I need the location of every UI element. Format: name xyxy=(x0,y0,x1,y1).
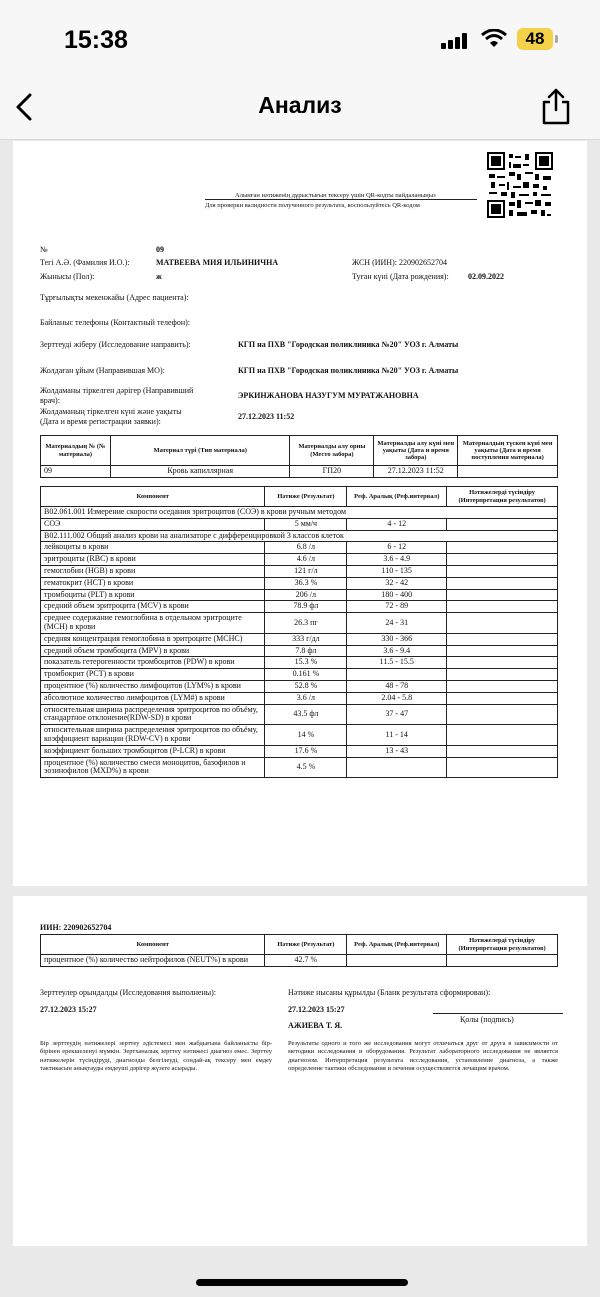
divider xyxy=(205,199,477,200)
result-value: 43.5 фл xyxy=(265,704,347,725)
signature-label: Қолы (подпись) xyxy=(460,1015,514,1024)
table-row xyxy=(41,613,558,634)
p2-iin: ИИН: 220902652704 xyxy=(40,923,112,932)
table-row xyxy=(41,955,558,967)
component-name: относительная ширина распределения эритроцитов по объёму, коэффициент вариации (RDW-CV) в крови xyxy=(41,725,265,746)
interpretation xyxy=(447,613,558,634)
result-value: 3.6 /л xyxy=(265,692,347,704)
mat-col-received: Материалдың түскен күні мен уақыты (Дата и время поступления материала) xyxy=(458,436,558,466)
table-row xyxy=(41,757,558,778)
table-row xyxy=(41,518,558,530)
table-row xyxy=(41,589,558,601)
interpretation xyxy=(447,565,558,577)
result-value: 15.3 % xyxy=(265,657,347,669)
res-col-component: Компонент xyxy=(41,487,265,507)
share-icon[interactable] xyxy=(538,86,574,126)
ref-interval xyxy=(347,955,447,967)
result-value: 0.161 % xyxy=(265,669,347,681)
document-page-2 xyxy=(13,896,587,1246)
result-value: 121 г/л xyxy=(265,565,347,577)
result-value: 5 мм/ч xyxy=(265,518,347,530)
table-row xyxy=(41,704,558,725)
no-value: 09 xyxy=(156,245,164,254)
interpretation xyxy=(447,577,558,589)
blank-value: 27.12.2023 15:27 xyxy=(288,1005,345,1014)
component-name: показатель гетерогенности тромбоцитов (PDW) в крови xyxy=(41,657,265,669)
test-group-title: B02.061.001 Измерение скорости оседания эритроцитов (СОЭ) в крови ручным методом xyxy=(41,507,558,519)
qr-code xyxy=(487,152,553,218)
table-row xyxy=(41,680,558,692)
material-table xyxy=(40,435,558,478)
component-name: относительная ширина распределения эритроцитов по объёму, стандартное отклонение(RDW-SD) в крови xyxy=(41,704,265,725)
component-name: среднее содержание гемоглобина в отдельном эритроците (MCH) в крови xyxy=(41,613,265,634)
document-page-1 xyxy=(13,141,587,886)
res2-col-ref: Реф. Аралық (Реф.интервал) xyxy=(347,935,447,955)
mo-label: Жолдаған ұйым (Направившая МО): xyxy=(40,366,165,375)
mat-type: Кровь капиллярная xyxy=(110,466,290,478)
referral-label: Зерттеуді жіберу (Исследование направить): xyxy=(40,340,191,349)
ref-interval: 48 - 78 xyxy=(347,680,447,692)
ref-interval: 4 - 12 xyxy=(347,518,447,530)
regdate-value: 27.12.2023 11:52 xyxy=(238,412,295,421)
status-time: 15:38 xyxy=(64,26,128,54)
interpretation xyxy=(447,589,558,601)
interpretation xyxy=(447,692,558,704)
table-row xyxy=(41,645,558,657)
table-row xyxy=(41,725,558,746)
doctor-label-cont: врач): xyxy=(40,396,60,405)
doctor-value: ЭРКИНЖАНОВА НАЗУГУМ МУРАТЖАНОВНА xyxy=(238,391,419,400)
interpretation xyxy=(447,554,558,566)
blank-label: Нәтиже нысаны құрылды (Бланк результата сформирован): xyxy=(288,988,491,997)
component-name: процентное (%) количество нейтрофилов (NEUT%) в крови xyxy=(41,955,265,967)
wifi-icon xyxy=(481,29,507,49)
component-name: абсолютное количество лимфоцитов (LYM#) в крови xyxy=(41,692,265,704)
ref-interval: 72 - 89 xyxy=(347,601,447,613)
result-value: 206 /л xyxy=(265,589,347,601)
ref-interval: 24 - 31 xyxy=(347,613,447,634)
no-label: № xyxy=(40,245,48,254)
ref-interval: 110 - 135 xyxy=(347,565,447,577)
ref-interval: 180 - 400 xyxy=(347,589,447,601)
table-row xyxy=(41,577,558,589)
signature-line xyxy=(433,1013,563,1014)
interpretation xyxy=(447,542,558,554)
home-indicator[interactable] xyxy=(196,1279,408,1286)
table-row xyxy=(41,565,558,577)
ref-interval xyxy=(347,669,447,681)
component-name: гематокрит (HCT) в крови xyxy=(41,577,265,589)
results-table-continued xyxy=(40,934,558,967)
component-name: процентное (%) количество лимфоцитов (LYM%) в крови xyxy=(41,680,265,692)
component-name: коэффициент больших тромбоцитов (P-LCR) в крови xyxy=(41,745,265,757)
ref-interval: 2.04 - 5.8 xyxy=(347,692,447,704)
component-name: средний объем тромбоцита (MPV) в крови xyxy=(41,645,265,657)
component-name: процентное (%) количество смеси моноцитов, базофилов и эозинофилов (MXD%) в крови xyxy=(41,757,265,778)
result-value: 14 % xyxy=(265,725,347,746)
battery-indicator: 48 xyxy=(517,28,553,50)
test-group-title: B02.111.002 Общий анализ крови на анализаторе с дифференцировкой 3 классов клеток xyxy=(41,530,558,542)
result-value: 6.8 /л xyxy=(265,542,347,554)
name-label: Тегі А.Ә. (Фамилия И.О.): xyxy=(40,258,130,267)
component-name: средняя концентрация гемоглобина в эритроците (MCHC) xyxy=(41,633,265,645)
mat-col-date: Материалды алу күні мен уақыты (Дата и время забора) xyxy=(374,436,458,466)
doctor-label: Жолдаманы тіркелген дәрігер (Направивший xyxy=(40,386,194,395)
mat-number: 09 xyxy=(41,466,111,478)
results-table xyxy=(40,486,558,778)
mo-value: КГП на ПХВ "Городская поликлиника №20" УОЗ г. Алматы xyxy=(238,366,459,375)
address-label: Тұрғылықты мекенжайы (Адрес пациента): xyxy=(40,293,189,302)
interpretation xyxy=(447,955,558,967)
qr-note-ru: Для проверки валидности полученного результата, воспользуйтесь QR-кодом xyxy=(205,202,420,209)
result-value: 333 г/дл xyxy=(265,633,347,645)
result-value: 78.9 фл xyxy=(265,601,347,613)
result-value: 42.7 % xyxy=(265,955,347,967)
table-row xyxy=(41,657,558,669)
note-kz: Бір зерттеудің нәтижелері зерттеу әдістемесі мен жабдығына байланысты бір-бірінен ерекшеленуі мүмкін. Зертханалық зерттеу нәтижесі диагноз емес. Зерттеу нәтижелерін түсіндіруді, диагнозды белгілеуді, сондай-ақ тексеру мен емдеу тактикасын анықтауды емдеуші дәрігер жүзеге асырады. xyxy=(40,1040,272,1073)
dob-label: Туған күні (Дата рождения): xyxy=(352,272,449,281)
res-col-interp: Нәтижелерді түсіндіру (Интерпретация результатов) xyxy=(447,487,558,507)
table-row xyxy=(41,633,558,645)
table-row xyxy=(41,745,558,757)
res-col-result: Нәтиже (Результат) xyxy=(265,487,347,507)
mat-place: ГП20 xyxy=(290,466,374,478)
ref-interval: 37 - 47 xyxy=(347,704,447,725)
result-value: 17.6 % xyxy=(265,745,347,757)
component-name: тромбокрит (PCT) в крови xyxy=(41,669,265,681)
component-name: средний объем эритроцита (MCV) в крови xyxy=(41,601,265,613)
mat-col-type: Материал түрі (Тип материала) xyxy=(110,436,290,466)
nav-bar xyxy=(0,80,600,140)
ref-interval: 11.5 - 15.5 xyxy=(347,657,447,669)
interpretation xyxy=(447,725,558,746)
result-value: 4.6 /л xyxy=(265,554,347,566)
done-label: Зерттеулер орындалды (Исследования выполнены): xyxy=(40,988,216,997)
table-row xyxy=(41,542,558,554)
ref-interval: 11 - 14 xyxy=(347,725,447,746)
result-value: 26.3 пг xyxy=(265,613,347,634)
page-title: Анализ xyxy=(258,92,342,118)
table-row xyxy=(41,601,558,613)
res2-col-component: Компонент xyxy=(41,935,265,955)
interpretation xyxy=(447,669,558,681)
author-name: АЖИЕВА Т. Я. xyxy=(288,1021,343,1030)
interpretation xyxy=(447,680,558,692)
note-ru: Результаты одного и того же исследования могут отличаться друг от друга в зависимости от методики исследования и оборудования. Результат лабораторного исследования не является диагнозом. Интерпретация результата исследования, установление диагноза, а также определение тактики обследования и лечения осуществляется лечащим врачом. xyxy=(288,1040,558,1073)
done-value: 27.12.2023 15:27 xyxy=(40,1005,97,1014)
component-name: лейкоциты в крови xyxy=(41,542,265,554)
referral-value: КГП на ПХВ "Городская поликлиника №20" УОЗ г. Алматы xyxy=(238,340,459,349)
status-bar xyxy=(0,0,600,80)
result-value: 36.3 % xyxy=(265,577,347,589)
phone-label: Байланыс телефоны (Контактный телефон): xyxy=(40,318,190,327)
res2-col-result: Нәтиже (Результат) xyxy=(265,935,347,955)
mat-col-number: Материалдың № (№ материала) xyxy=(41,436,111,466)
ref-interval: 330 - 366 xyxy=(347,633,447,645)
dob-value: 02.09.2022 xyxy=(468,272,504,281)
ref-interval: 3.6 - 4.9 xyxy=(347,554,447,566)
patient-name: МАТВЕЕВА МИЯ ИЛЬИНИЧНА xyxy=(156,258,279,267)
qr-note-kz: Алынған нәтиженің дұрыстығын тексеру үшін QR-кодты пайдаланыңыз xyxy=(235,192,436,199)
result-value: 4.5 % xyxy=(265,757,347,778)
regdate-label: Жолдаманың тіркелген күні және уақыты xyxy=(40,407,182,416)
interpretation xyxy=(447,657,558,669)
regdate-label-cont: (Дата и время регистрации заявки): xyxy=(40,417,161,426)
interpretation xyxy=(447,704,558,725)
ref-interval: 3.6 - 9.4 xyxy=(347,645,447,657)
component-name: эритроциты (RBC) в крови xyxy=(41,554,265,566)
result-value: 7.8 фл xyxy=(265,645,347,657)
interpretation xyxy=(447,518,558,530)
interpretation xyxy=(447,601,558,613)
table-row xyxy=(41,669,558,681)
ref-interval: 13 - 43 xyxy=(347,745,447,757)
cellular-signal-icon xyxy=(441,33,469,49)
res-col-ref: Реф. Аралық (Реф.интервал) xyxy=(347,487,447,507)
ref-interval: 32 - 42 xyxy=(347,577,447,589)
sex-label: Жынысы (Пол): xyxy=(40,272,95,281)
interpretation xyxy=(447,745,558,757)
ref-interval xyxy=(347,757,447,778)
interpretation xyxy=(447,645,558,657)
table-row xyxy=(41,692,558,704)
mat-col-place: Материалды алу орны (Место забора) xyxy=(290,436,374,466)
ref-interval: 6 - 12 xyxy=(347,542,447,554)
result-value: 52.8 % xyxy=(265,680,347,692)
interpretation xyxy=(447,757,558,778)
interpretation xyxy=(447,633,558,645)
mat-date: 27.12.2023 11:52 xyxy=(374,466,458,478)
table-row xyxy=(41,554,558,566)
iin-label: ЖСН (ИИН): 220902652704 xyxy=(352,258,447,267)
component-name: СОЭ xyxy=(41,518,265,530)
mat-received xyxy=(458,466,558,478)
sex-value: ж xyxy=(156,272,162,281)
res2-col-interp: Нәтижелерді түсіндіру (Интерпретация результатов) xyxy=(447,935,558,955)
component-name: гемоглобин (HGB) в крови xyxy=(41,565,265,577)
component-name: тромбоциты (PLT) в крови xyxy=(41,589,265,601)
